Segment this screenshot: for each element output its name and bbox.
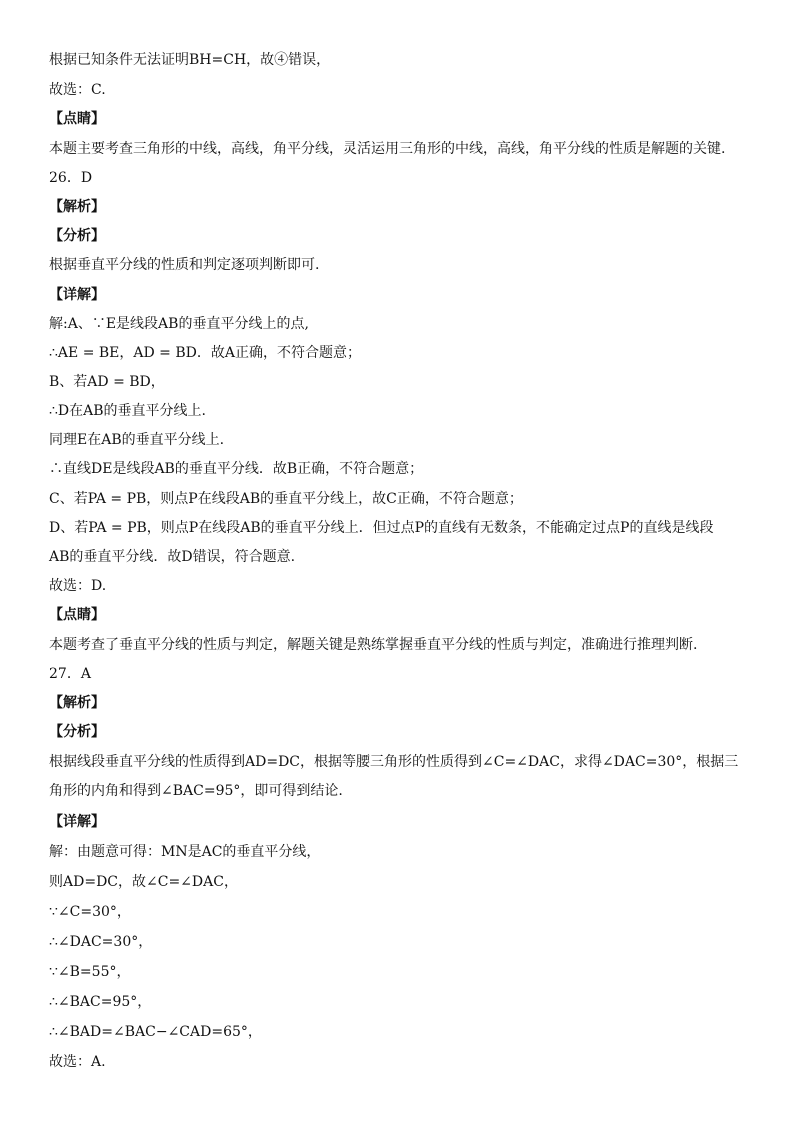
text-line: 故选：A.	[49, 1054, 106, 1070]
text-line: 故选：D.	[49, 578, 107, 594]
section-heading: 【详解】	[49, 814, 105, 830]
text-line: ∵∠C=30°，	[49, 904, 131, 920]
section-heading: 【点睛】	[49, 607, 105, 623]
text-line: ∴∠BAD=∠BAC−∠CAD=65°，	[49, 1024, 262, 1040]
text-line: ∴∠DAC=30°，	[49, 934, 153, 950]
text-line: ∴直线DE是线段AB的垂直平分线．故B正确，不符合题意；	[49, 461, 424, 477]
section-heading: 【解析】	[49, 695, 105, 711]
text-line: C、若PA = PB，则点P在线段AB的垂直平分线上，故C正确，不符合题意；	[49, 491, 523, 507]
text-line: ∴D在AB的垂直平分线上.	[49, 403, 206, 419]
text-line: ∵∠B=55°，	[49, 964, 131, 980]
text-line: 角形的内角和得到∠BAC=95°，即可得到结论.	[49, 783, 343, 799]
text-line: 根据线段垂直平分线的性质得到AD=DC，根据等腰三角形的性质得到∠C=∠DAC，求得∠DAC=30°，根据三	[49, 754, 739, 770]
text-line: 根据垂直平分线的性质和判定逐项判断即可.	[49, 257, 320, 273]
text-line: B、若AD = BD，	[49, 374, 165, 390]
section-heading: 【详解】	[49, 287, 105, 303]
text-line: 解：由题意可得：MN是AC的垂直平分线，	[49, 844, 321, 860]
section-heading: 【解析】	[49, 199, 105, 215]
text-line: 本题主要考查三角形的中线，高线，角平分线，灵活运用三角形的中线，高线，角平分线的性质是解题的关键.	[49, 141, 726, 157]
text-line: D、若PA = PB，则点P在线段AB的垂直平分线上．但过点P的直线有无数条，不能确定过点P的直线是线段	[49, 520, 714, 536]
section-heading: 【分析】	[49, 724, 105, 740]
text-line: ∴AE = BE，AD = BD．故A正确，不符合题意；	[49, 345, 361, 361]
text-line: 解:A、∵E是线段AB的垂直平分线上的点,	[49, 316, 309, 332]
text-line: 根据已知条件无法证明BH=CH，故④错误，	[49, 52, 331, 68]
text-line: 同理E在AB的垂直平分线上.	[49, 432, 225, 448]
text-line: 则AD=DC，故∠C=∠DAC，	[49, 874, 238, 890]
section-heading: 【点睛】	[49, 111, 105, 127]
text-line: 本题考查了垂直平分线的性质与判定，解题关键是熟练掌握垂直平分线的性质与判定，准确进行推理判断.	[49, 637, 698, 653]
section-heading: 【分析】	[49, 228, 105, 244]
text-line: AB的垂直平分线．故D错误，符合题意.	[49, 549, 296, 565]
text-line: 故选：C.	[49, 82, 106, 98]
question-answer: 27．A	[49, 666, 91, 682]
text-line: ∴∠BAC=95°，	[49, 994, 152, 1010]
question-answer: 26．D	[49, 170, 93, 186]
